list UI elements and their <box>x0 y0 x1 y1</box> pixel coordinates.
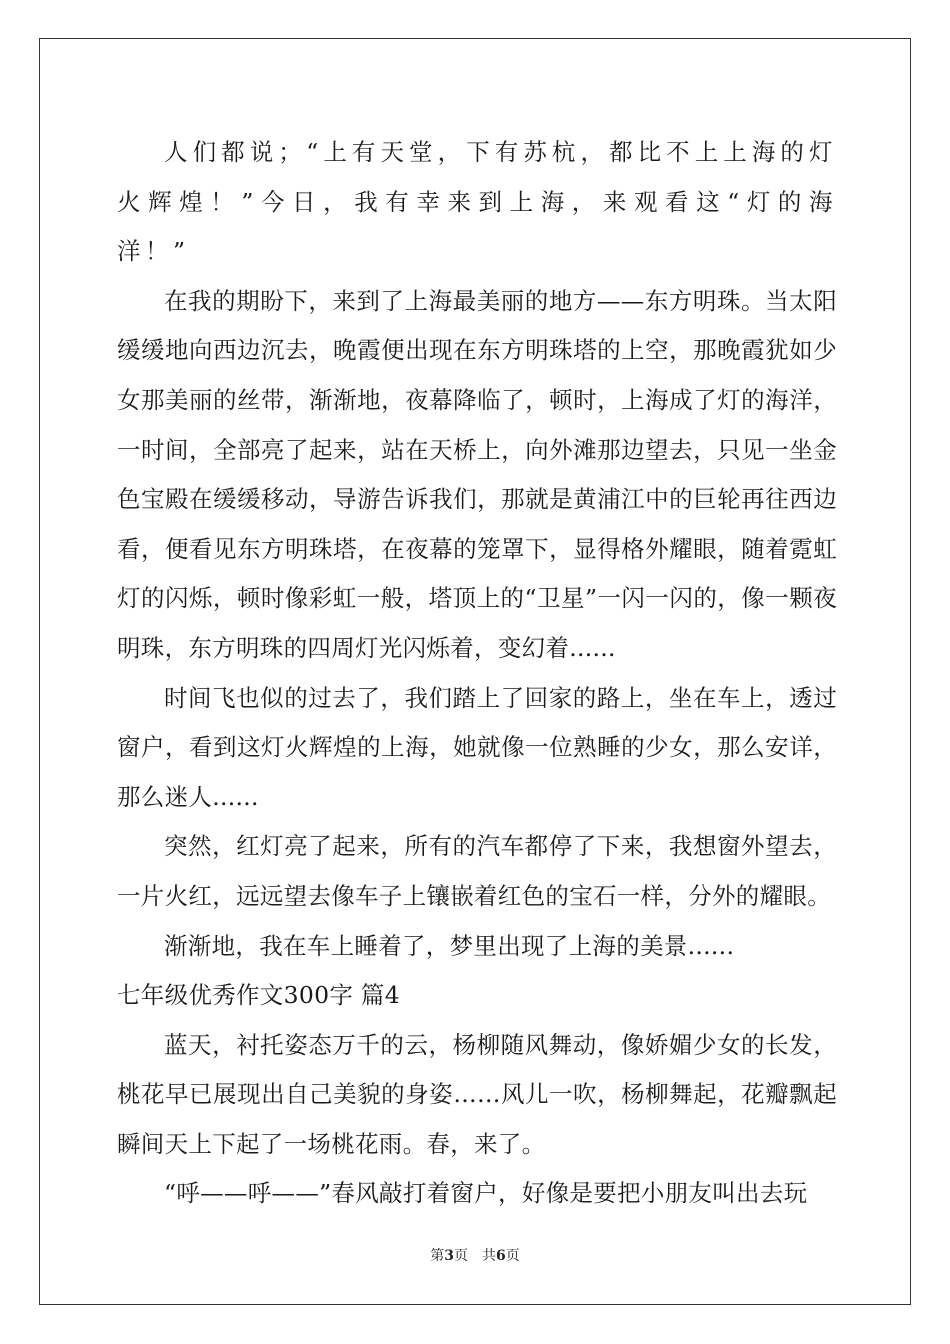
page-total: 6 <box>496 1248 506 1264</box>
paragraph: 时间飞也似的过去了，我们踏上了回家的路上，坐在车上，透过窗户，看到这灯火辉煌的上海，她就像一位熟睡的少女，那么安详，那么迷人...... <box>117 683 837 811</box>
paragraph: 人们都说；“上有天堂，下有苏杭，都比不上上海的灯火辉煌！”今日，我有幸来到上海，来观看这“灯的海洋！” <box>117 138 837 266</box>
paragraph: 渐渐地，我在车上睡着了，梦里出现了上海的美景...... <box>164 931 735 960</box>
total-prefix: 共 <box>482 1248 496 1264</box>
page-unit: 页 <box>454 1248 468 1264</box>
page-current: 3 <box>444 1248 454 1264</box>
page-prefix: 第 <box>430 1248 445 1264</box>
paragraph: 蓝天，衬托姿态万千的云，杨柳随风舞动，像娇媚少女的长发，桃花早已展现出自己美貌的身姿……风儿一吹，杨柳舞起，花瓣飘起瞬间天上下起了一场桃花雨。春，来了。 <box>117 1030 837 1158</box>
paragraph: 在我的期盼下，来到了上海最美丽的地方——东方明珠。当太阳缓缓地向西边沉去，晚霞便出现在东方明珠塔的上空，那晚霞犹如少女那美丽的丝带，渐渐地，夜幕降临了，顿时，上海成了灯的海洋，一时间，全部亮了起来，站在天桥上，向外滩那边望去，只见一坐金色宝殿在缓缓移动，导游告诉我们，那就是黄浦江中的巨轮再往西边看，便看见东方明珠塔，在夜幕的笼罩下，显得格外耀眼，随着霓虹灯的闪烁，顿时像彩虹一般，塔顶上的“卫星”一闪一闪的，像一颗夜明珠，东方明珠的四周灯光闪烁着，变幻着...... <box>117 286 837 662</box>
total-unit: 页 <box>505 1248 520 1264</box>
section-heading: 七年级优秀作文300字 篇4 <box>117 981 400 1010</box>
paragraph: “呼——呼——”春风敲打着窗户，好像是要把小朋友叫出去玩 <box>164 1179 808 1208</box>
document-body <box>117 128 837 1219</box>
page-footer <box>0 1245 950 1265</box>
paragraph: 突然，红灯亮了起来，所有的汽车都停了下来，我想窗外望去，一片火红，远远望去像车子上镶嵌着红色的宝石一样，分外的耀眼。 <box>117 832 837 910</box>
